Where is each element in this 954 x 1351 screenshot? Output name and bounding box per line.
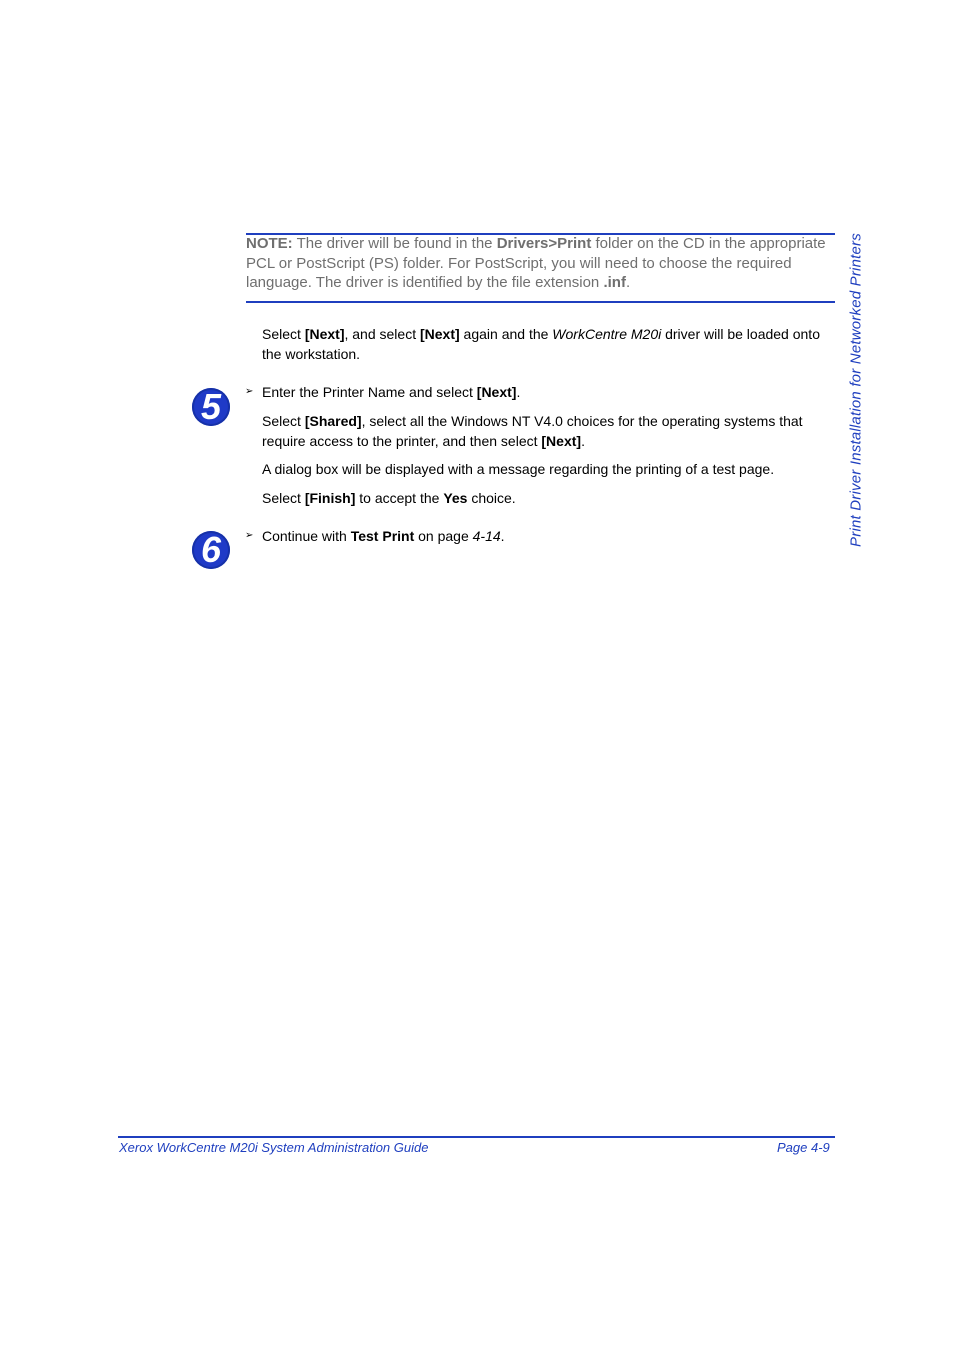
text: Continue with — [262, 528, 351, 544]
step5-line-1 — [262, 383, 836, 403]
footer-rule — [118, 1136, 835, 1138]
note-text-3: . — [625, 274, 631, 292]
bold-next-1: [Next] — [304, 326, 345, 342]
note-text-1: The driver will be found in the — [292, 235, 497, 252]
bold-yes: Yes — [443, 490, 468, 506]
text: on page — [414, 528, 473, 544]
paragraph-select-next — [262, 325, 836, 364]
footer-page-number: Page 4-9 — [777, 1140, 830, 1155]
text: driver will be loaded onto the workstation. — [262, 326, 820, 362]
text: again and the — [459, 326, 553, 342]
step-5-badge-icon: 5 — [192, 388, 230, 426]
arrow-bullet-icon: ➢ — [245, 530, 254, 541]
note-bold-drivers: Drivers>Print — [496, 235, 592, 252]
note-bottom-rule — [246, 301, 835, 303]
footer-doc-title: Xerox WorkCentre M20i System Administration Guide — [119, 1140, 429, 1155]
text: Select — [262, 326, 305, 342]
step6-line-1 — [262, 527, 836, 547]
text: Select — [262, 413, 305, 429]
bold-next-2: [Next] — [419, 326, 460, 342]
step5-line-4 — [262, 489, 836, 509]
bold-shared: [Shared] — [304, 413, 362, 429]
bold-next: [Next] — [476, 384, 517, 400]
text: . — [516, 384, 521, 400]
text: A dialog box will be displayed with a message regarding the printing of a test page. — [262, 461, 775, 477]
text: . — [500, 528, 505, 544]
note-label: NOTE: — [246, 235, 293, 252]
bold-test-print: Test Print — [350, 528, 415, 544]
note-text-2: folder on the CD in the appropriate PCL or PostScript (PS) folder. For PostScript, you will need to choose the required language. The driver is identified by the file extension — [246, 235, 826, 292]
note-bold-inf: .inf — [603, 274, 626, 292]
bold-finish: [Finish] — [304, 490, 356, 506]
step5-line-3 — [262, 460, 836, 480]
bold-next: [Next] — [541, 432, 582, 449]
text: , select all the Windows NT V4.0 choices for the operating systems that require access to the printer, and then select — [262, 413, 803, 449]
text: , and select — [344, 326, 420, 342]
step-6-badge-icon: 6 — [192, 531, 230, 569]
text: choice. — [467, 490, 516, 506]
text: . — [581, 432, 585, 449]
text: to accept the — [355, 490, 444, 506]
step5-line-2 — [262, 412, 836, 451]
arrow-bullet-icon: ➢ — [245, 386, 254, 397]
italic-page-ref: 4-14 — [472, 528, 501, 544]
italic-product-name: WorkCentre M20i — [552, 326, 662, 342]
text: Select — [262, 490, 305, 506]
note-block — [246, 234, 834, 293]
text: Enter the Printer Name and select — [262, 384, 477, 400]
side-running-header: Print Driver Installation for Networked Printers — [847, 233, 865, 547]
